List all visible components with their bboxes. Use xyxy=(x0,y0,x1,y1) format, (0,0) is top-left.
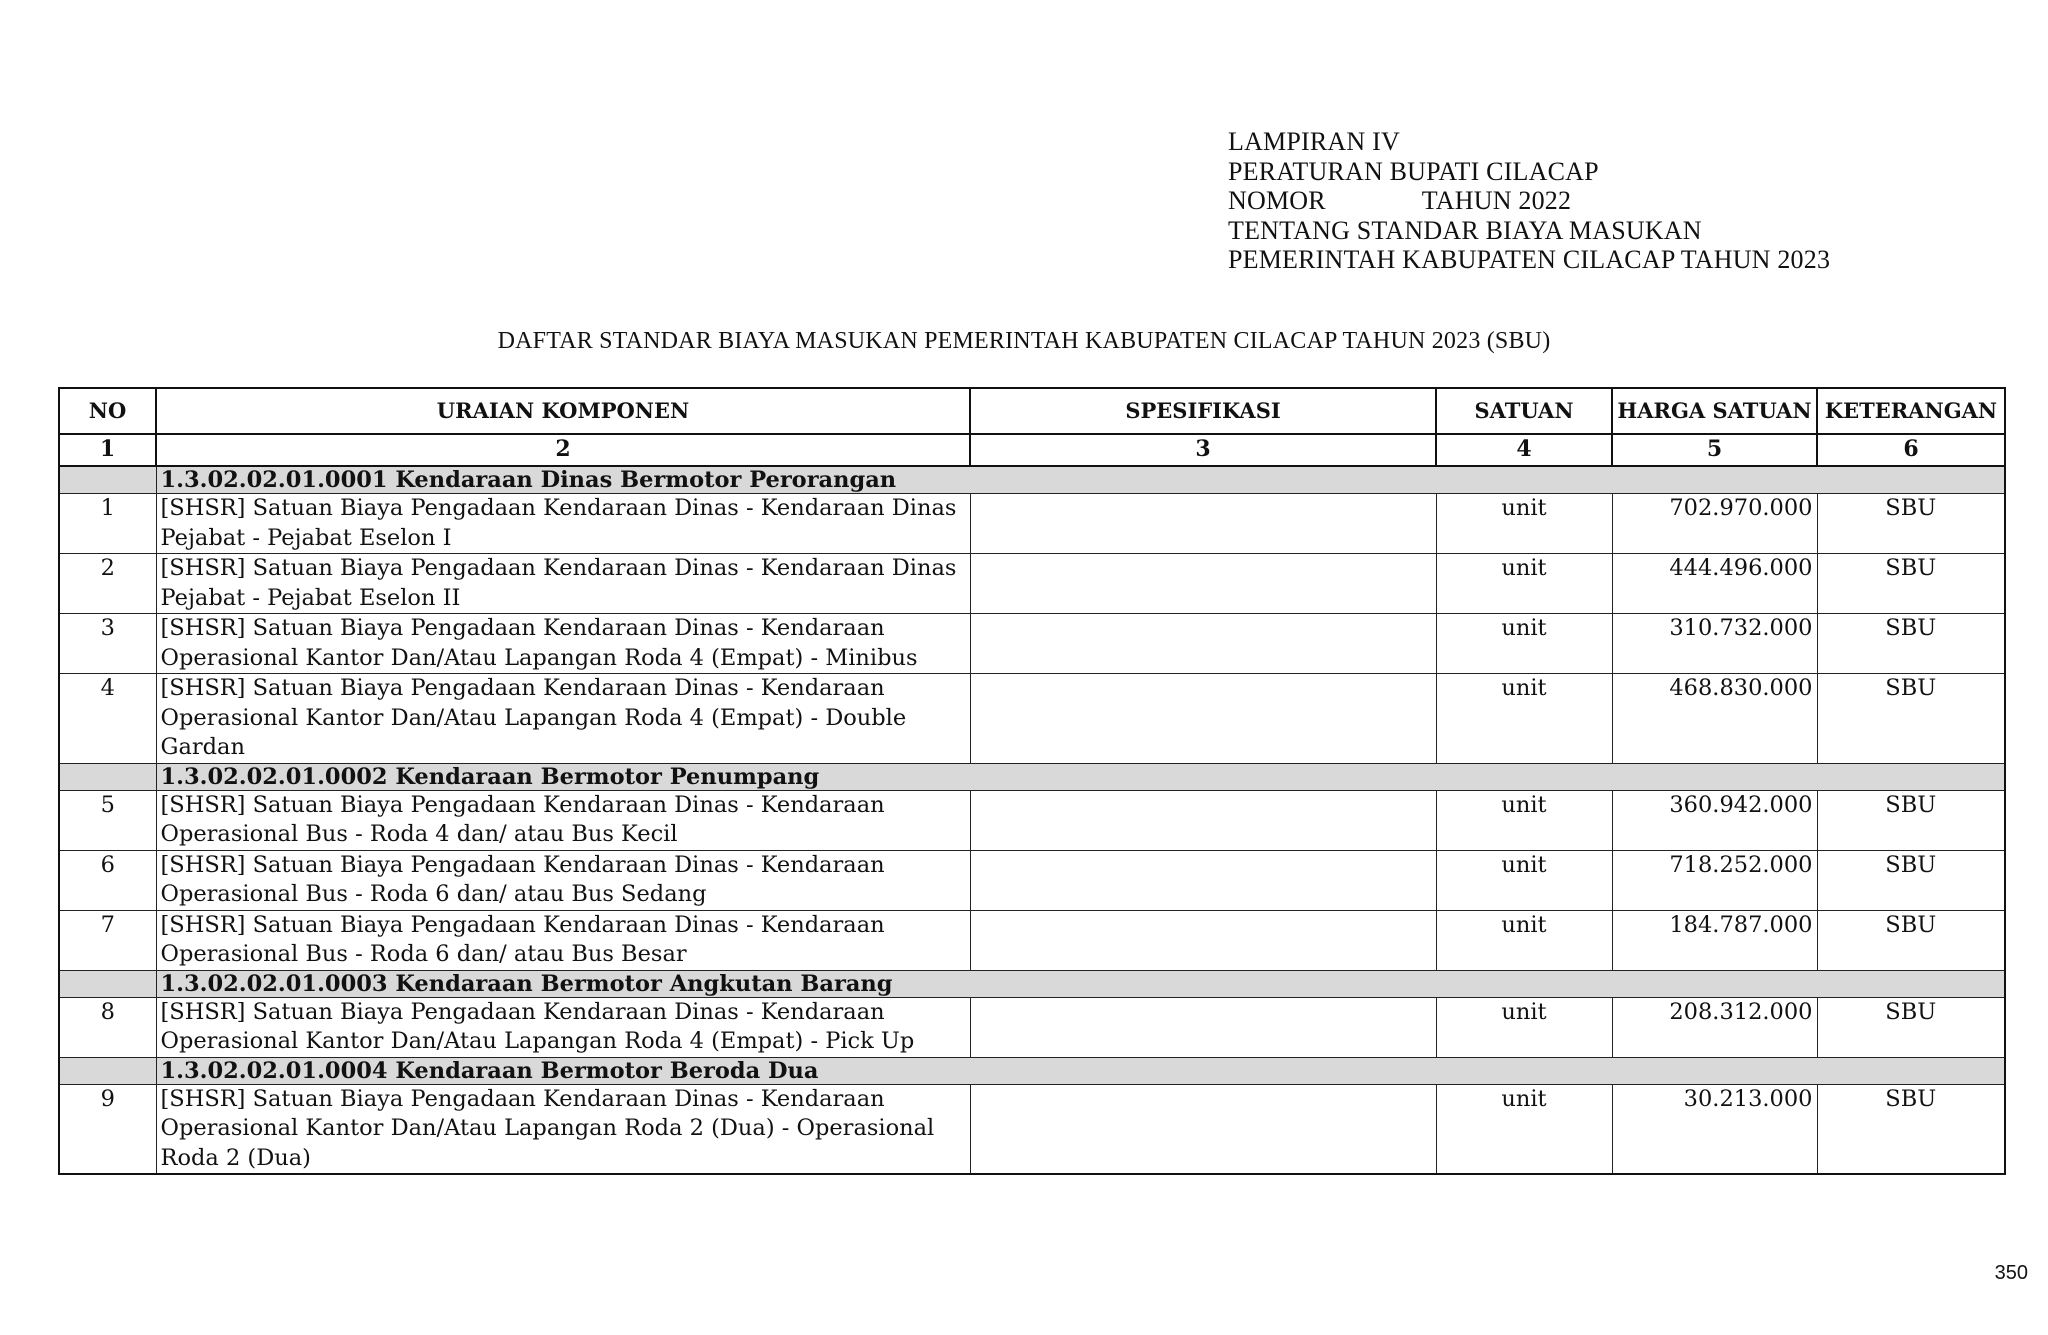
header-line-lampiran: LAMPIRAN IV xyxy=(1228,127,1400,156)
cell-harga: 208.312.000 xyxy=(1612,997,1817,1057)
cell-spesifikasi xyxy=(970,614,1436,674)
group-title: 1.3.02.02.01.0004 Kendaraan Bermotor Beroda Dua xyxy=(156,1057,1612,1084)
cell-no: 8 xyxy=(59,997,156,1057)
column-header-keterangan: KETERANGAN xyxy=(1817,388,2005,434)
nomor-year: TAHUN 2022 xyxy=(1421,186,1572,215)
header-line-nomor xyxy=(1228,186,1830,216)
cell-uraian: [SHSR] Satuan Biaya Pengadaan Kendaraan Dinas - Kendaraan Operasional Kantor Dan/Atau Lapangan Roda 4 (Empat) - Double Gardan xyxy=(156,674,970,764)
cell-no: 9 xyxy=(59,1084,156,1174)
cell-satuan: unit xyxy=(1436,1084,1612,1174)
column-header-uraian: URAIAN KOMPONEN xyxy=(156,388,970,434)
cell-harga: 444.496.000 xyxy=(1612,554,1817,614)
column-header-no: NO xyxy=(59,388,156,434)
table-row xyxy=(59,1084,2005,1174)
cell-spesifikasi xyxy=(970,674,1436,764)
cell-uraian: [SHSR] Satuan Biaya Pengadaan Kendaraan Dinas - Kendaraan Operasional Bus - Roda 4 dan/ atau Bus Kecil xyxy=(156,790,970,850)
column-number: 5 xyxy=(1612,434,1817,466)
table-row xyxy=(59,494,2005,554)
cell-no: 5 xyxy=(59,790,156,850)
cell-spesifikasi xyxy=(970,494,1436,554)
cell-harga: 360.942.000 xyxy=(1612,790,1817,850)
cell-no: 7 xyxy=(59,910,156,970)
page-number: 350 xyxy=(1994,1262,2028,1284)
cell-keterangan: SBU xyxy=(1817,790,2005,850)
cell-no: 4 xyxy=(59,674,156,764)
header-line-pemerintah: PEMERINTAH KABUPATEN CILACAP TAHUN 2023 xyxy=(1228,245,1831,274)
group-row xyxy=(59,1057,2005,1084)
cell-spesifikasi xyxy=(970,997,1436,1057)
cell-uraian: [SHSR] Satuan Biaya Pengadaan Kendaraan Dinas - Kendaraan Operasional Bus - Roda 6 dan/ atau Bus Sedang xyxy=(156,850,970,910)
column-number: 3 xyxy=(970,434,1436,466)
table-row xyxy=(59,850,2005,910)
cell-uraian: [SHSR] Satuan Biaya Pengadaan Kendaraan Dinas - Kendaraan Dinas Pejabat - Pejabat Eselon I xyxy=(156,494,970,554)
table-body xyxy=(59,466,2005,1174)
table-row xyxy=(59,674,2005,764)
cell-spesifikasi xyxy=(970,910,1436,970)
header-line-tentang: TENTANG STANDAR BIAYA MASUKAN xyxy=(1228,215,1702,245)
cell-satuan: unit xyxy=(1436,554,1612,614)
table-row xyxy=(59,614,2005,674)
cell-satuan: unit xyxy=(1436,614,1612,674)
column-header-harga: HARGA SATUAN xyxy=(1612,388,1817,434)
column-number: 4 xyxy=(1436,434,1612,466)
cell-uraian: [SHSR] Satuan Biaya Pengadaan Kendaraan Dinas - Kendaraan Operasional Bus - Roda 6 dan/ atau Bus Besar xyxy=(156,910,970,970)
cell-uraian: [SHSR] Satuan Biaya Pengadaan Kendaraan Dinas - Kendaraan Operasional Kantor Dan/Atau Lapangan Roda 4 (Empat) - Pick Up xyxy=(156,997,970,1057)
cell-keterangan: SBU xyxy=(1817,1084,2005,1174)
column-number-row xyxy=(59,434,2005,466)
cell-harga: 702.970.000 xyxy=(1612,494,1817,554)
cell-no: 2 xyxy=(59,554,156,614)
cell-satuan: unit xyxy=(1436,674,1612,764)
cell-keterangan: SBU xyxy=(1817,494,2005,554)
column-number: 1 xyxy=(59,434,156,466)
cell-satuan: unit xyxy=(1436,850,1612,910)
table-header-row xyxy=(59,388,2005,434)
cell-harga: 718.252.000 xyxy=(1612,850,1817,910)
cell-satuan: unit xyxy=(1436,910,1612,970)
cell-no: 1 xyxy=(59,494,156,554)
cell-no: 3 xyxy=(59,614,156,674)
cell-keterangan: SBU xyxy=(1817,910,2005,970)
cell-spesifikasi xyxy=(970,790,1436,850)
group-title: 1.3.02.02.01.0001 Kendaraan Dinas Bermotor Perorangan xyxy=(156,466,1612,494)
group-title: 1.3.02.02.01.0002 Kendaraan Bermotor Penumpang xyxy=(156,763,1612,790)
cell-spesifikasi xyxy=(970,1084,1436,1174)
attachment-header xyxy=(1228,127,1830,275)
column-header-spesifikasi: SPESIFIKASI xyxy=(970,388,1436,434)
cell-uraian: [SHSR] Satuan Biaya Pengadaan Kendaraan Dinas - Kendaraan Operasional Kantor Dan/Atau Lapangan Roda 4 (Empat) - Minibus xyxy=(156,614,970,674)
table-row xyxy=(59,790,2005,850)
group-row xyxy=(59,763,2005,790)
nomor-label: NOMOR xyxy=(1228,186,1326,215)
cell-harga: 468.830.000 xyxy=(1612,674,1817,764)
cell-no: 6 xyxy=(59,850,156,910)
group-title: 1.3.02.02.01.0003 Kendaraan Bermotor Angkutan Barang xyxy=(156,970,1612,997)
cell-keterangan: SBU xyxy=(1817,997,2005,1057)
cell-harga: 184.787.000 xyxy=(1612,910,1817,970)
table-row xyxy=(59,554,2005,614)
cell-uraian: [SHSR] Satuan Biaya Pengadaan Kendaraan Dinas - Kendaraan Dinas Pejabat - Pejabat Eselon II xyxy=(156,554,970,614)
group-row xyxy=(59,466,2005,494)
cell-satuan: unit xyxy=(1436,494,1612,554)
sbu-table xyxy=(58,387,2006,1175)
column-number: 2 xyxy=(156,434,970,466)
column-header-satuan: SATUAN xyxy=(1436,388,1612,434)
table-row xyxy=(59,910,2005,970)
cell-keterangan: SBU xyxy=(1817,674,2005,764)
cell-keterangan: SBU xyxy=(1817,614,2005,674)
column-number: 6 xyxy=(1817,434,2005,466)
cell-keterangan: SBU xyxy=(1817,554,2005,614)
cell-spesifikasi xyxy=(970,554,1436,614)
group-row xyxy=(59,970,2005,997)
document-title: DAFTAR STANDAR BIAYA MASUKAN PEMERINTAH KABUPATEN CILACAP TAHUN 2023 (SBU) xyxy=(497,328,1551,354)
cell-keterangan: SBU xyxy=(1817,850,2005,910)
table-row xyxy=(59,997,2005,1057)
cell-satuan: unit xyxy=(1436,997,1612,1057)
cell-harga: 310.732.000 xyxy=(1612,614,1817,674)
cell-uraian: [SHSR] Satuan Biaya Pengadaan Kendaraan Dinas - Kendaraan Operasional Kantor Dan/Atau Lapangan Roda 2 (Dua) - Operasional Roda 2 (Dua) xyxy=(156,1084,970,1174)
cell-spesifikasi xyxy=(970,850,1436,910)
cell-satuan: unit xyxy=(1436,790,1612,850)
cell-harga: 30.213.000 xyxy=(1612,1084,1817,1174)
header-line-peraturan: PERATURAN BUPATI CILACAP xyxy=(1228,156,1599,186)
